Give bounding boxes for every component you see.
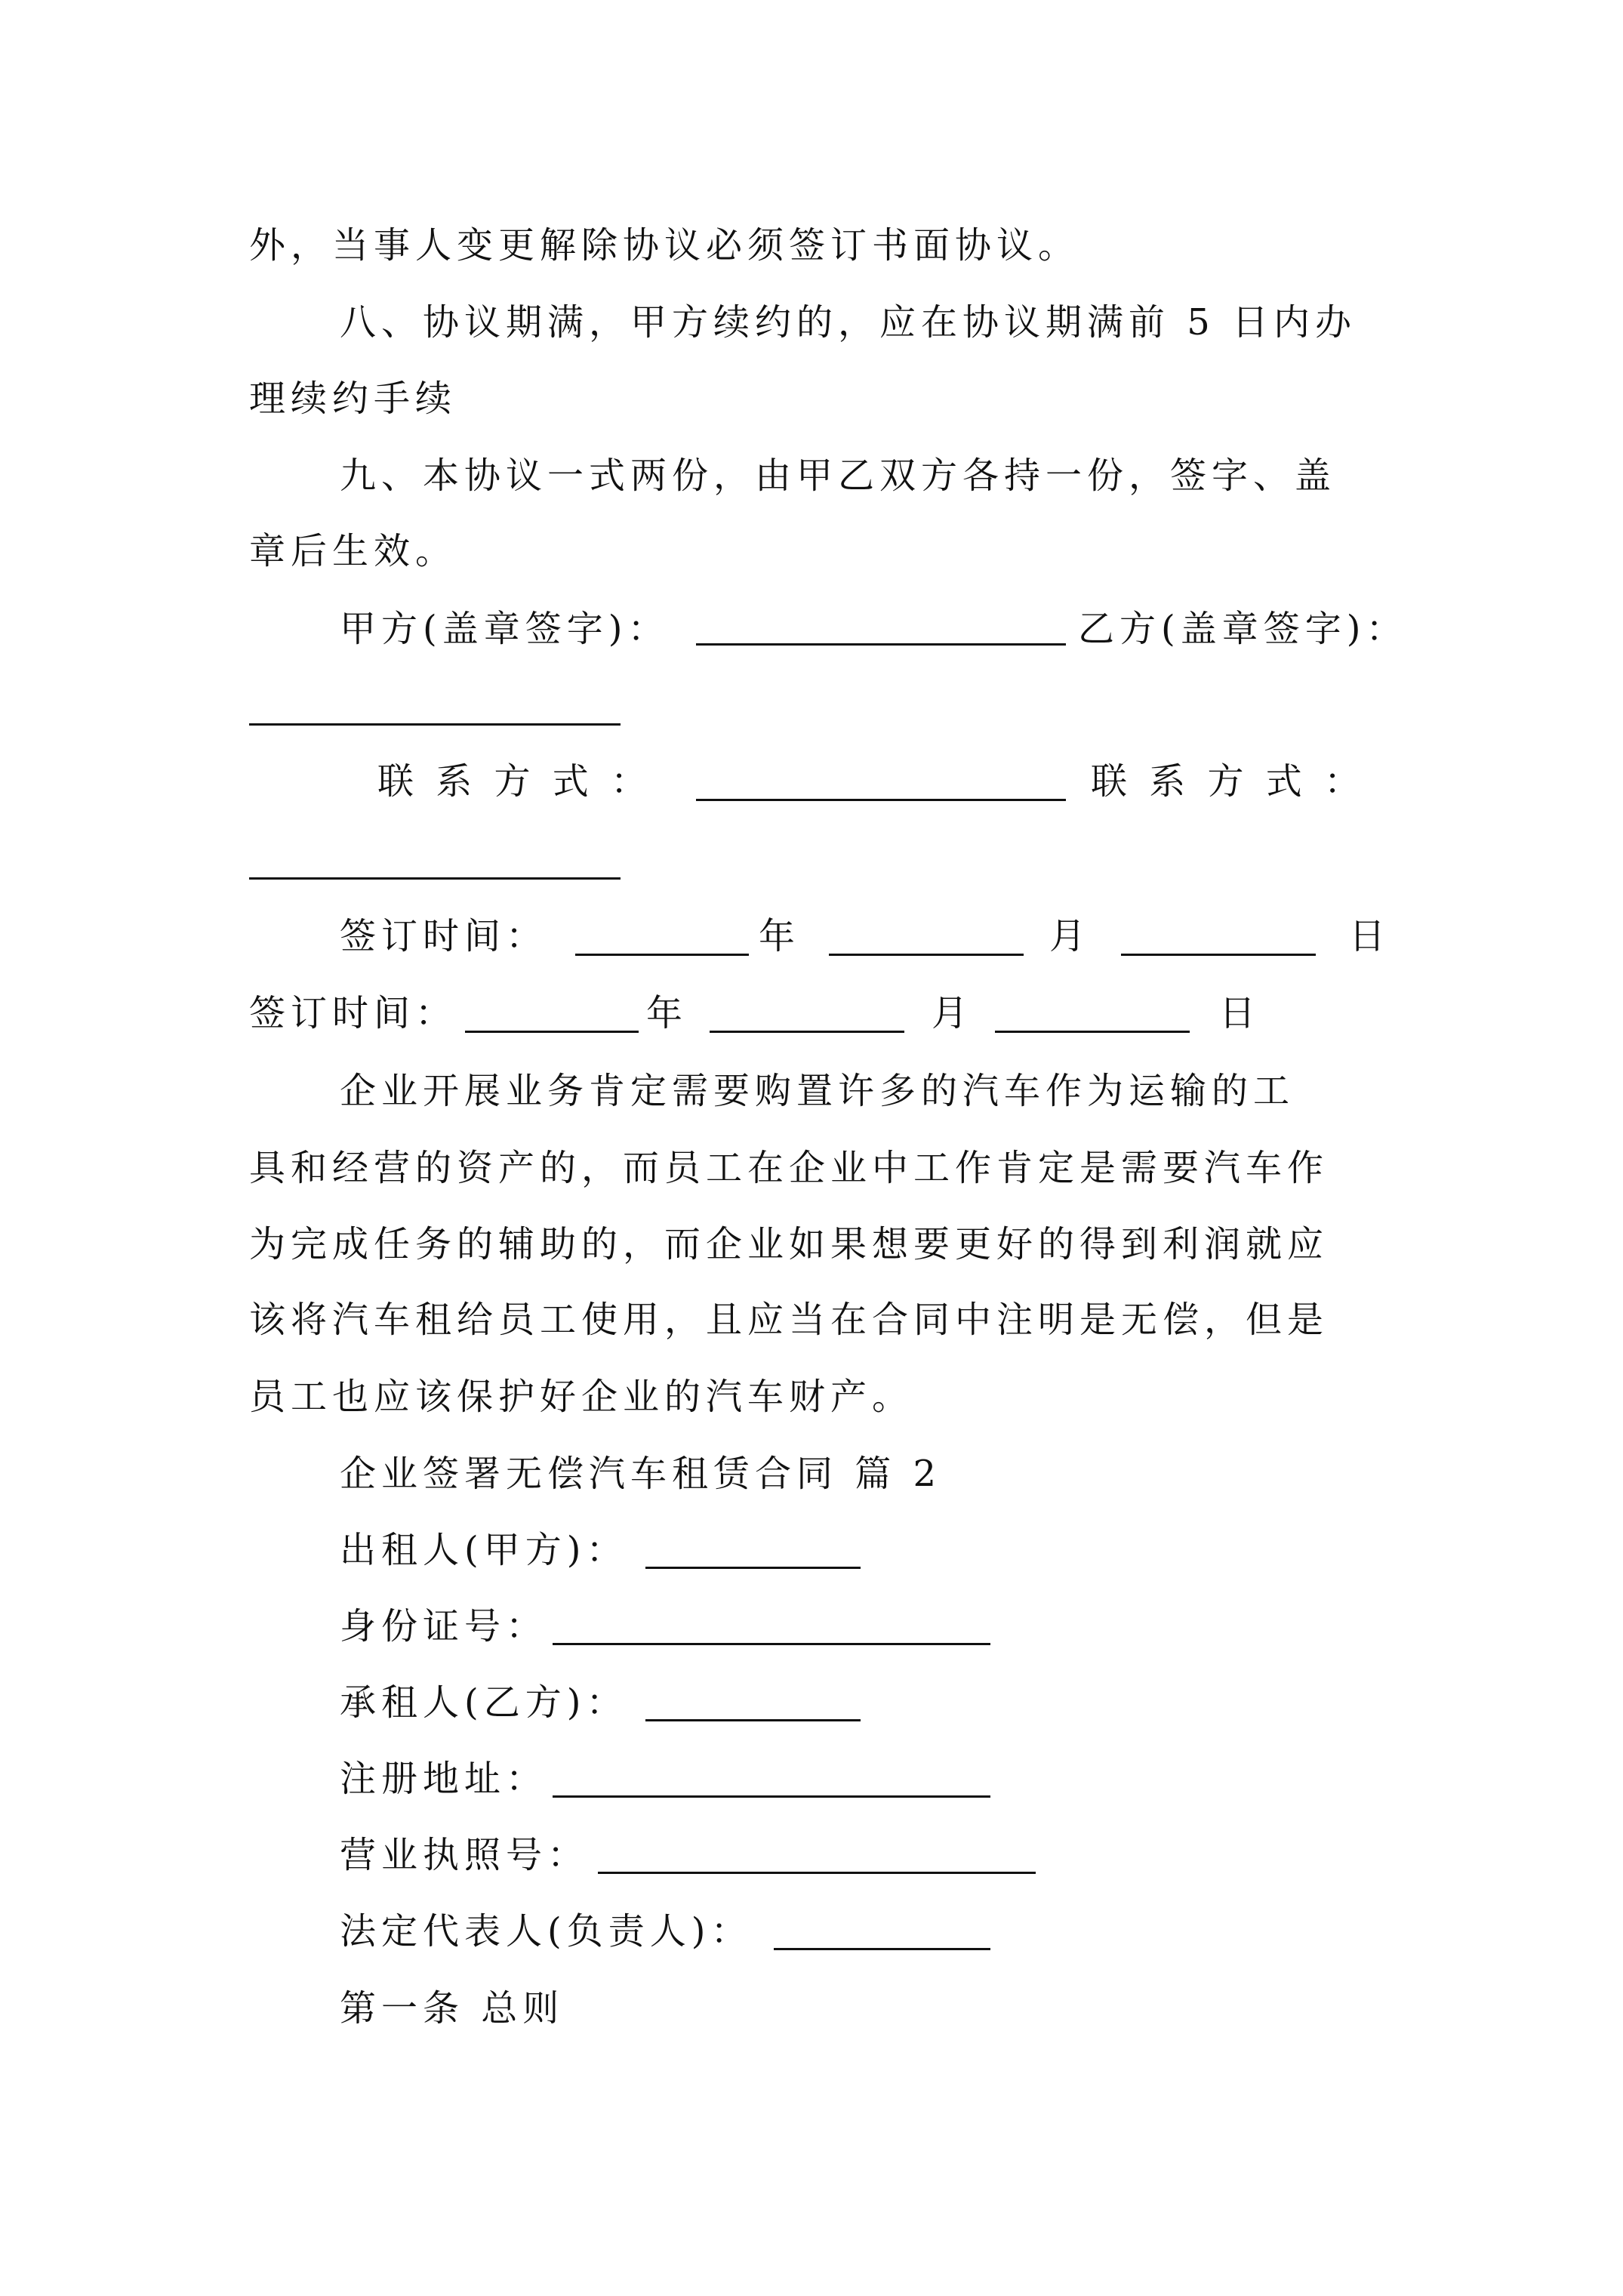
party-b-sign-blank: [249, 723, 621, 726]
day-label: 日: [1219, 992, 1261, 1034]
contact-a-label: 联 系 方 式 ：: [377, 760, 653, 803]
paragraph-line-2: 具和经营的资产的，而员工在企业中工作肯定是需要汽车作: [249, 1147, 1329, 1189]
contact-b-label: 联 系 方 式 ：: [1091, 760, 1366, 803]
year-label: 年: [646, 992, 688, 1034]
clause-8-line-2: 理续约手续: [249, 378, 457, 420]
contact-b-blank: [249, 877, 621, 880]
sign-time-a-month-blank: [829, 954, 1024, 956]
lessor-label: 出租人(甲方)：: [340, 1529, 628, 1571]
registered-address-label: 注册地址：: [340, 1758, 548, 1800]
id-number-label: 身份证号：: [340, 1605, 548, 1647]
paragraph-line-4: 该将汽车租给员工使用，且应当在合同中注明是无偿，但是: [249, 1299, 1329, 1341]
party-b-sign-label: 乙方(盖章签字)：: [1078, 608, 1408, 650]
id-number-blank: [553, 1643, 990, 1645]
sign-time-b-month-blank: [710, 1031, 904, 1033]
sign-time-a-label: 签订时间：: [340, 915, 548, 957]
month-label: 月: [1049, 915, 1092, 957]
legal-representative-label: 法定代表人(负责人)：: [340, 1910, 753, 1952]
clause-9-line-1: 九、本协议一式两份，由甲乙双方各持一份，签字、盖: [340, 455, 1337, 497]
text-line: 外，当事人变更解除协议必须签订书面协议。: [249, 224, 1080, 267]
sign-time-b-label: 签订时间：: [249, 992, 457, 1034]
party-a-sign-label: 甲方(盖章签字)：: [340, 608, 670, 650]
sign-time-b-day-blank: [995, 1031, 1190, 1033]
article-1-heading: 第一条 总则: [340, 1987, 565, 2029]
lessee-label: 承租人(乙方)：: [340, 1681, 628, 1724]
month-label: 月: [932, 992, 974, 1034]
contact-a-blank: [696, 799, 1066, 801]
paragraph-line-5: 员工也应该保护好企业的汽车财产。: [249, 1376, 914, 1418]
sign-time-a-day-blank: [1121, 954, 1316, 956]
paragraph-line-3: 为完成任务的辅助的，而企业如果想要更好的得到利润就应: [249, 1223, 1329, 1265]
business-license-label: 营业执照号：: [340, 1834, 590, 1876]
business-license-blank: [598, 1872, 1036, 1874]
clause-8-line-1: 八、协议期满，甲方续约的，应在协议期满前 5 日内办: [340, 301, 1357, 344]
year-label: 年: [759, 915, 801, 957]
lessee-blank: [645, 1719, 861, 1721]
registered-address-blank: [553, 1795, 990, 1798]
party-a-sign-blank: [696, 643, 1066, 646]
day-label: 日: [1349, 915, 1391, 957]
sign-time-a-year-blank: [575, 954, 749, 956]
paragraph-line-1: 企业开展业务肯定需要购置许多的汽车作为运输的工: [340, 1070, 1295, 1112]
legal-representative-blank: [774, 1948, 990, 1950]
sign-time-b-year-blank: [465, 1031, 639, 1033]
section-title: 企业签署无偿汽车租赁合同 篇 2: [340, 1453, 942, 1495]
lessor-blank: [645, 1567, 861, 1569]
clause-9-line-2: 章后生效。: [249, 530, 457, 572]
